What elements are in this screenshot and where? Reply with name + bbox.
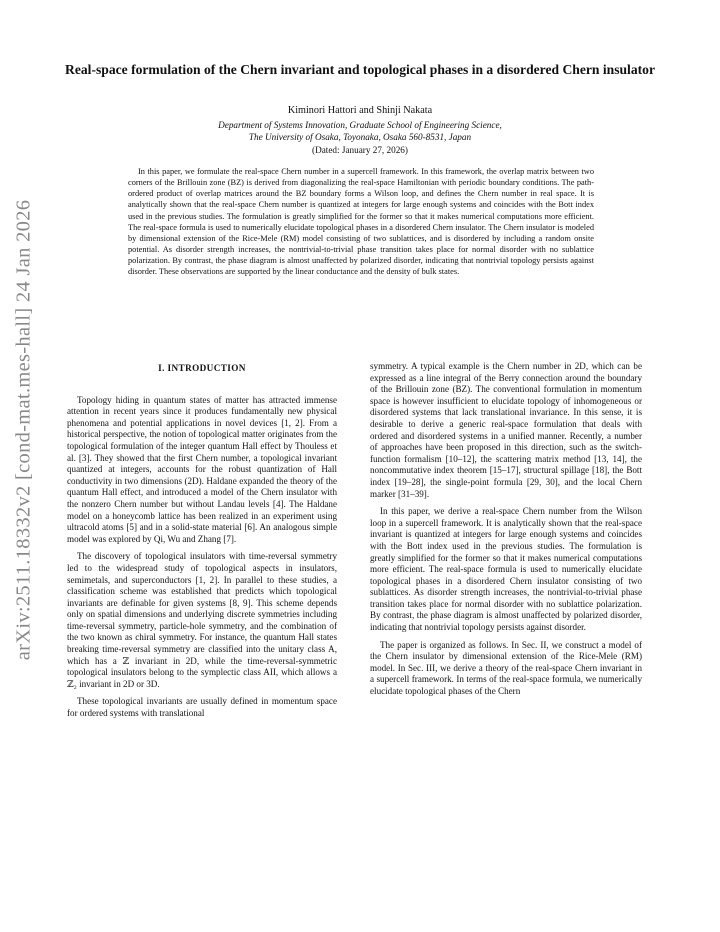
right-column (370, 361, 642, 704)
left-paragraph: Topology hiding in quantum states of matter has attracted immense attention in recent years since it produces fundamentally new physical phenomena and potential applications in novel devices [1, 2]. From a historical perspective, the notion of topological matter originates from the topological formulation of the integer quantum Hall effect by Thouless et al. [3]. They showed that the first Chern number, a topological invariant quantized at integers, accounts for the robust quantization of Hall conductivity in two dimensions (2D). Haldane expanded the theory of the quantum Hall effect, and introduced a model of the Chern insulator with the nonzero Chern number but without Landau levels [4]. The Haldane model on a honeycomb lattice has been realized in an experiment using ultracold atoms [5] and in a solid-state material [6]. An analogous simple model was explored by Qi, Wu and Zhang [7]. (67, 394, 337, 544)
left-paragraph: The discovery of topological insulators with time-reversal symmetry led to the widespread study of topological aspects in insulators, semimetals, and superconductors [1, 2]. In parallel to these studies, a classification scheme was established that predicts which topological invariants are definable for given systems [8, 9]. This scheme depends only on spatial dimensions and underlying discrete symmetries including time-reversal symmetry, particle-hole symmetry, and the combination of the two known as chiral symmetry. For instance, the quantum Hall states breaking time-reversal symmetry are classified into the unitary class A, which has a ℤ invariant in 2D, while the time-reversal-symmetric topological insulators belong to the symplectic class AII, which allows a ℤ₂ invariant in 2D or 3D. (67, 551, 337, 689)
affiliation-line-1: Department of Systems Innovation, Graduate School of Engineering Science, (218, 120, 502, 130)
section-heading: I. INTRODUCTION (158, 363, 246, 373)
right-paragraph: The paper is organized as follows. In Sec. II, we construct a model of the Chern insulator by dimensional extension of the Rice-Mele (RM) model. In Sec. III, we derive a theory of the real-space Chern invariant in a supercell framework. In terms of the real-space formula, we numerically elucidate topological phases of the Chern (370, 639, 642, 697)
left-paragraph: These topological invariants are usually defined in momentum space for ordered systems with translational (67, 696, 337, 719)
paper-date: (Dated: January 27, 2026) (312, 145, 408, 155)
arxiv-identifier (8, 180, 40, 680)
arxiv-identifier-text: arXiv:2511.18332v2 [cond-mat.mes-hall] 24 Jan 2026 (12, 199, 35, 661)
affiliation-line-2: The University of Osaka, Toyonaka, Osaka 560-8531, Japan (248, 131, 472, 142)
right-paragraph: symmetry. A typical example is the Chern number in 2D, which can be expressed as a line integral of the Berry connection around the boundary of the Brillouin zone (BZ). The conventional formulation in momentum space is however insufficient to elucidate topology of inhomogeneous or disordered systems that lack translational invariance. In this sense, it is desirable to derive a generic real-space formulation that deals with ordered and disordered systems in a unified manner. Recently, a number of approaches have been proposed in this direction, such as the switch-function formalism [10–12], the scattering matrix method [13, 14], the noncommutative index theorem [15–17], structural spillage [18], the Bott index [19–28], the single-point formula [29, 30], and the local Chern marker [31–39]. (370, 361, 642, 499)
right-paragraph: In this paper, we derive a real-space Chern number from the Wilson loop in a supercell framework. It is analytically shown that the real-space invariant is quantized at integers for large enough systems and coincides with the Bott index used in the previous studies. The formulation is greatly simplified for the former so that it makes numerical computations more efficient. The real-space formula is used to numerically elucidate topological phases in a disordered Chern insulator consisting of two sublattices. As disorder strength increases, the nontrivial-to-trivial phase transition takes place for normal disorder with no sublattice polarization. By contrast, the phase diagram is almost unaffected by polarized disorder, indicating that nontrivial topology persists against disorder. (370, 506, 642, 633)
paper-abstract: In this paper, we formulate the real-space Chern number in a supercell framework. In this framework, the overlap matrix between two corners of the Brillouin zone (BZ) is derived from diagonalizing the real-space Hamiltonian with periodic boundary conditions. The path-ordered product of overlap matrices around the BZ boundary forms a Wilson loop, and defines the Chern number in real space. It is analytically shown that the real-space Chern number is quantized at integers for large enough systems and coincides with the Bott index used in the previous studies. The formulation is greatly simplified for the former so that it makes numerical computations more efficient. The real-space formula is used to numerically elucidate topological phases in a disordered Chern insulator. The Chern insulator is modeled by dimensional extension of the Rice-Mele (RM) model consisting of two sublattices, and is disordered by including a random onsite potential. As disorder strength increases, the nontrivial-to-trivial phase transition takes place for normal disorder with no sublattice polarization. By contrast, the phase diagram is almost unaffected by polarized disorder, indicating that nontrivial topology persists against disorder. These observations are supported by the linear conductance and the density of bulk states. (128, 167, 594, 277)
paper-affiliation (60, 120, 660, 144)
left-column (67, 360, 337, 726)
paper-title: Real-space formulation of the Chern invariant and topological phases in a disordered Chern insulator (65, 62, 655, 77)
paper-authors: Kiminori Hattori and Shinji Nakata (287, 105, 433, 116)
